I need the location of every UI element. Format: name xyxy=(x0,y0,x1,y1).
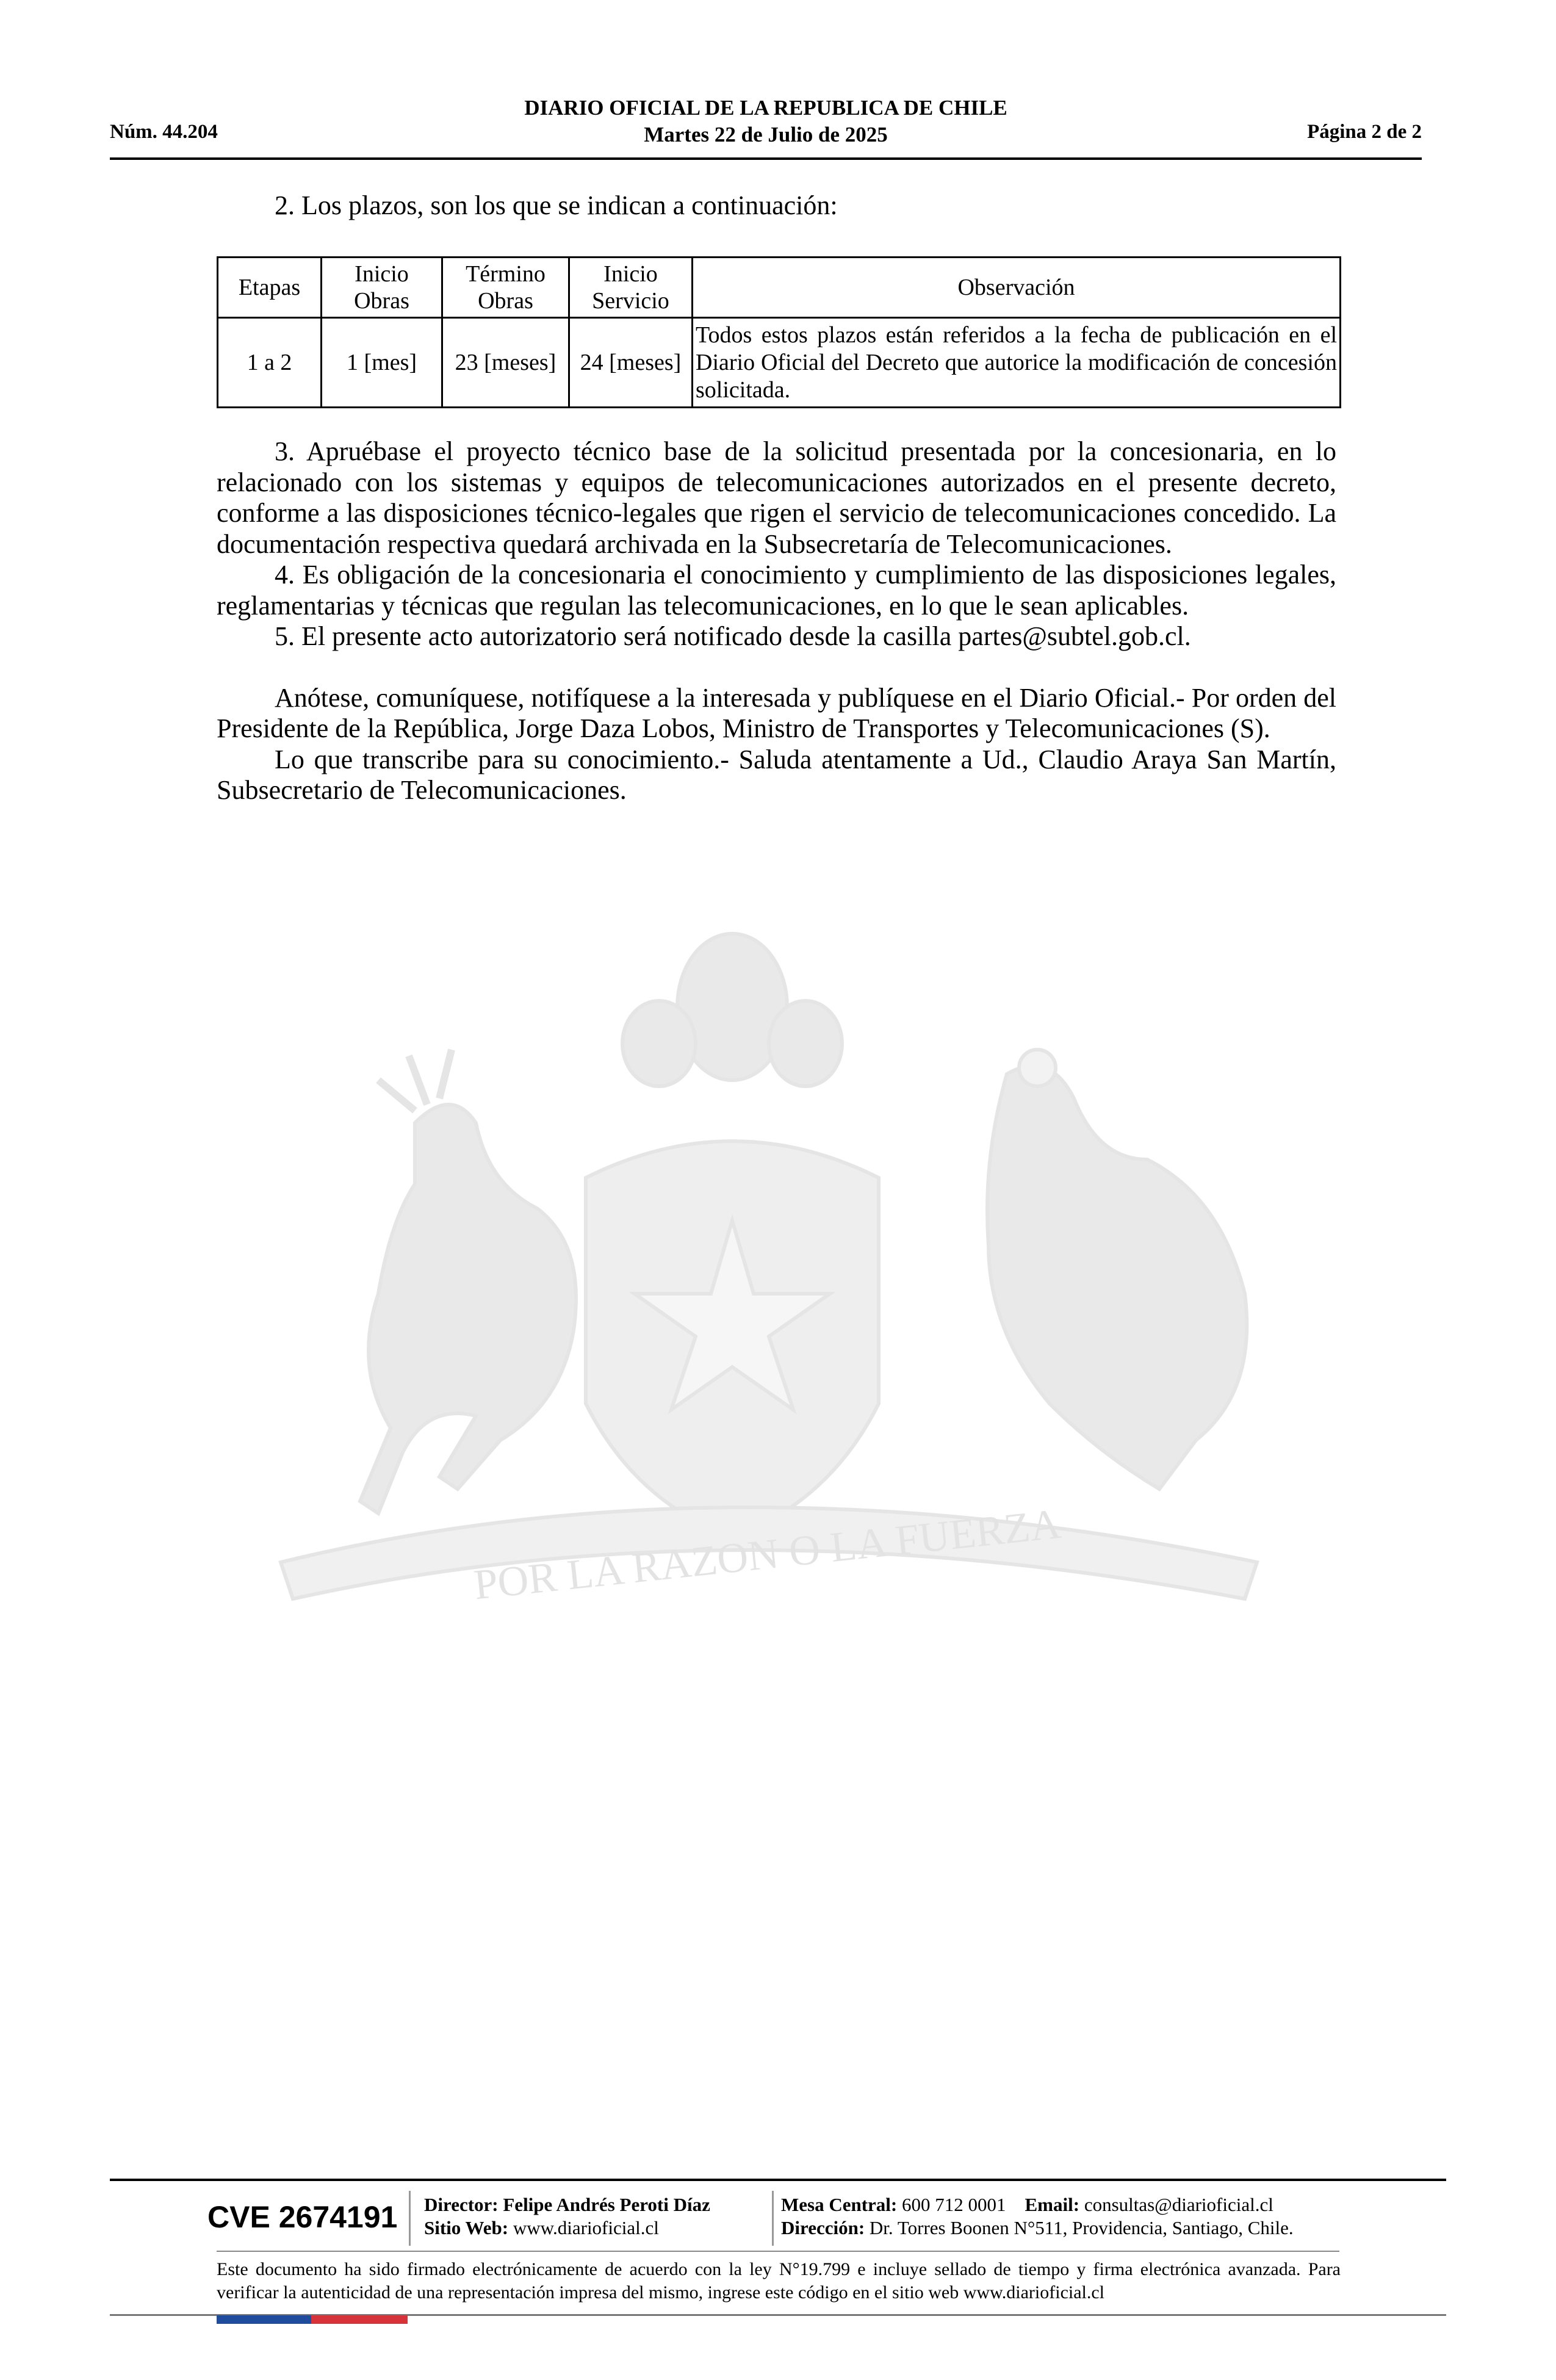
footer-director-block xyxy=(424,2193,710,2240)
closing-paragraph-1: Anótese, comuníquese, notifíquese a la interesada y publíquese en el Diario Oficial.- Por orden del Presidente de la República, Jorge Daza Lobos, Ministro de Transportes y Telecomunicaciones (S). xyxy=(217,682,1336,743)
section-2-intro: 2. Los plazos, son los que se indican a continuación: xyxy=(275,190,838,220)
direccion-value: Dr. Torres Boonen N°511, Providencia, Santiago, Chile. xyxy=(869,2217,1294,2238)
footer-divider xyxy=(217,2251,1339,2252)
issue-number: Núm. 44.204 xyxy=(110,121,218,143)
paragraph-3: 3. Apruébase el proyecto técnico base de la solicitud presentada por la concesionaria, en lo relacionado con los sistemas y equipos de telecomunicaciones autorizados en el presente decreto, conforme a las disposiciones técnico-legales que rigen el servicio de telecomunicaciones concedido. La documentación respectiva quedará archivada en la Subsecretaría de Telecomunicaciones. xyxy=(217,436,1336,559)
header-inicio-obras: Inicio Obras xyxy=(322,258,442,318)
web-label: Sitio Web: xyxy=(424,2217,509,2238)
publication-date: Martes 22 de Julio de 2025 xyxy=(644,123,888,146)
cell-inicio-servicio: 24 [meses] xyxy=(569,318,693,408)
footer-separator xyxy=(772,2191,774,2246)
table-header-row xyxy=(218,258,1341,318)
web-link[interactable]: www.diarioficial.cl xyxy=(513,2217,659,2238)
closing-paragraph-2: Lo que transcribe para su conocimiento.- Saluda atentamente a Ud., Claudio Araya San Martín, Subsecretario de Telecomunicaciones. xyxy=(217,744,1336,805)
watermark-motto: POR LA RAZON O LA FUERZA xyxy=(472,1500,1064,1609)
page-header xyxy=(110,92,1422,160)
director-label: Director: xyxy=(424,2194,499,2215)
deadlines-table xyxy=(217,256,1341,408)
mesa-value: 600 712 0001 xyxy=(902,2194,1006,2215)
mesa-label: Mesa Central: xyxy=(781,2194,898,2215)
paragraph-5: 5. El presente acto autorizatorio será notificado desde la casilla partes@subtel.gob.cl. xyxy=(275,621,1191,651)
signature-note: Este documento ha sido firmado electrónicamente de acuerdo con la ley N°19.799 e incluye sellado de tiempo y firma electrónica avanzada. Para verificar la autenticidad de una representación impresa del mismo, ingrese este código en el sitio web www.diarioficial.cl xyxy=(217,2259,1341,2302)
page-number: Página 2 de 2 xyxy=(1307,121,1422,143)
cell-etapas: 1 a 2 xyxy=(218,318,322,408)
flag-stripe-blue xyxy=(217,2315,311,2324)
cell-inicio-obras: 1 [mes] xyxy=(322,318,442,408)
header-observacion: Observación xyxy=(693,258,1341,318)
publication-title: DIARIO OFICIAL DE LA REPUBLICA DE CHILE xyxy=(524,96,1007,120)
cell-termino-obras: 23 [meses] xyxy=(442,318,569,408)
footer-separator xyxy=(409,2191,411,2246)
email-label: Email: xyxy=(1025,2194,1080,2215)
document-paragraphs xyxy=(217,436,1336,806)
header-inicio-servicio: Inicio Servicio xyxy=(569,258,693,318)
flag-stripe-red xyxy=(311,2315,408,2324)
cve-code: CVE 2674191 xyxy=(207,2200,398,2234)
director-name: Felipe Andrés Peroti Díaz xyxy=(503,2194,710,2215)
footer-divider xyxy=(110,2179,1446,2181)
header-termino-obras: Término Obras xyxy=(442,258,569,318)
email-link[interactable]: consultas@diarioficial.cl xyxy=(1084,2194,1273,2215)
chile-coat-of-arms-icon xyxy=(195,903,1342,1672)
footer-contact-block xyxy=(781,2193,1294,2240)
direccion-label: Dirección: xyxy=(781,2217,865,2238)
header-center xyxy=(110,95,1422,148)
cell-observacion: Todos estos plazos están referidos a la fecha de publicación en el Diario Oficial del Decreto que autorice la modificación de concesión solicitada. xyxy=(693,318,1341,408)
paragraph-4: 4. Es obligación de la concesionaria el conocimiento y cumplimiento de las disposiciones legales, reglamentarias y técnicas que regulan las telecomunicaciones, en lo que le sean aplicables. xyxy=(217,560,1336,621)
document-body xyxy=(217,190,1336,222)
table-row xyxy=(218,318,1341,408)
header-etapas: Etapas xyxy=(218,258,322,318)
